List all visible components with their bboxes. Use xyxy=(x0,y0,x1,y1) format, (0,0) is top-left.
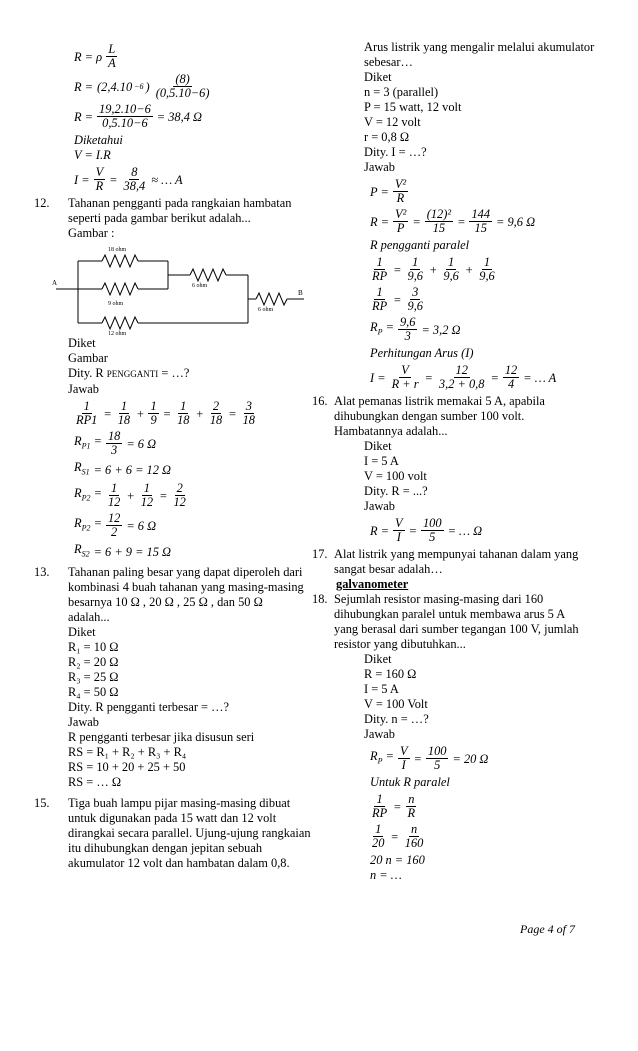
jawab-label: Jawab xyxy=(364,499,395,513)
denominator: R xyxy=(407,806,416,820)
denominator: 12 xyxy=(140,495,154,510)
section-label: Perhitungan Arus (I) xyxy=(370,346,474,360)
question-text: besarnya 10 Ω , 20 Ω , 25 Ω , dan 50 Ω xyxy=(68,594,263,609)
numerator: 3 xyxy=(412,285,419,299)
numerator: 3 xyxy=(245,399,252,413)
r2-c: ) xyxy=(145,79,150,94)
r2-exp: −6 xyxy=(134,81,144,91)
given-value: R₄ = 50 Ω xyxy=(68,684,119,699)
formula-rp2-result: $R_{P2}$ = $\frac{12}{2}$ = 6 Ω xyxy=(74,511,157,540)
result: = 6 Ω xyxy=(126,518,157,533)
denominator: 38,4 xyxy=(123,179,146,193)
denominator: 9,6 xyxy=(443,269,459,283)
numerator: 1 xyxy=(412,255,419,269)
question-text: sebesar… xyxy=(364,55,413,69)
dity-line: Dity. R pengganti terbesar = …? xyxy=(68,699,230,714)
denominator: 20 xyxy=(372,836,385,850)
section-label: R pengganti paralel xyxy=(370,238,470,252)
result: = 38,4 Ω xyxy=(156,109,202,124)
question-text: akumulator 12 volt dan hambatan dalam 0,8. xyxy=(68,855,290,870)
formula-rp-ohm: $R_P$ = $\frac{V}{I}$ = $\frac{100}{5}$ = 20 Ω xyxy=(370,744,489,772)
answer-line: RS = 10 + 20 + 25 + 50 xyxy=(68,759,186,774)
numerator: 1 xyxy=(376,255,383,269)
right-column xyxy=(312,40,620,883)
denominator: 12 xyxy=(173,495,186,510)
circuit-diagram xyxy=(42,241,312,336)
formula-power: P = $\frac{\text{V²}}{R}$ xyxy=(370,177,407,205)
denominator: 3 xyxy=(404,329,411,343)
dity-line xyxy=(34,366,316,382)
r3-label: 6 ohm xyxy=(192,283,208,289)
page-footer: Page 4 of 7 xyxy=(520,922,575,936)
denominator: 9 xyxy=(150,413,157,427)
formula-line: n = … xyxy=(370,868,402,882)
denominator: A xyxy=(108,56,116,70)
denominator: 9,6 xyxy=(407,269,424,283)
question-15 xyxy=(34,796,316,871)
question-text: Alat listrik yang mempunyai tahanan dalam yang xyxy=(334,547,579,561)
dity-text: Dity. R xyxy=(68,366,104,380)
question-text: Sejumlah resistor masing-masing dari 160 xyxy=(334,592,544,606)
question-text: dirangkai secara parallel. Ujung-ujung rangkaian xyxy=(68,825,311,840)
denominator: 9,6 xyxy=(407,299,424,313)
answer-line: RS = … Ω xyxy=(68,774,122,789)
formula-rp2: $R_{P2}$ = $\frac{1}{12}$ + $\frac{1}{12}$ = $\frac{2}{12}$ xyxy=(74,481,186,510)
numerator: (8) xyxy=(175,72,190,86)
given-value: V = 12 volt xyxy=(364,115,421,129)
formula-rp-sum: $\frac{1}{RP}$ = $\frac{3}{9,6}$ xyxy=(372,285,424,313)
numerator: 2 xyxy=(212,399,220,413)
r4-label: 12 ohm xyxy=(108,331,127,336)
gambar-label: Gambar xyxy=(68,351,108,365)
given-value: I = 5 A xyxy=(364,682,399,696)
dity-line: Dity. I = …? xyxy=(364,145,427,159)
question-text: seperti pada gambar berikut adalah... xyxy=(68,211,251,225)
section-label: Untuk R paralel xyxy=(370,775,450,789)
denominator: 5 xyxy=(429,530,436,544)
question-16 xyxy=(312,394,620,439)
numerator: n xyxy=(410,822,418,836)
question-17 xyxy=(312,547,620,592)
question-text: dihubungkan paralel untuk membawa arus 5 A xyxy=(334,607,566,621)
question-text: Gambar : xyxy=(68,226,115,240)
jawab-label: Jawab xyxy=(68,382,99,396)
formula-parallel-n: $\frac{1}{RP}$ = $\frac{n}{R}$ xyxy=(372,792,416,820)
answer-line: RS = R₁ + R₂ + R₃ + R₄ xyxy=(68,744,187,759)
given-value: P = 15 watt, 12 volt xyxy=(364,100,462,114)
answer-text: galvanometer xyxy=(336,577,409,591)
formula-current: I = $\frac{V}{R}$ = $\frac{8}{38,4}$ ≈ … A xyxy=(74,165,183,193)
denominator: R xyxy=(396,191,405,205)
numerator: 144 xyxy=(471,207,491,221)
numerator: V² xyxy=(394,177,407,191)
question-text: kombinasi 4 buah tahanan yang masing-masing xyxy=(68,579,304,594)
numerator: V xyxy=(399,744,408,758)
formula-parallel-values: $\frac{1}{20}$ = $\frac{n}{160}$ xyxy=(372,822,424,850)
diketahui-label: Diketahui xyxy=(74,133,123,147)
numerator: 19,2.10−6 xyxy=(99,102,151,116)
question-text: yang berasal dari sumber tegangan 100 V, jumlah xyxy=(334,622,579,636)
denominator: 15 xyxy=(474,221,487,235)
jawab-label: Jawab xyxy=(364,727,395,741)
numerator: 1 xyxy=(143,481,150,496)
r2-a: (2,4.10 xyxy=(97,79,133,94)
diket-label: Diket xyxy=(364,439,392,453)
dity-end: = …? xyxy=(161,366,190,380)
numerator: 1 xyxy=(448,255,455,269)
formula-rs1: $R_{S1}$ = 6 + 6 = 12 Ω xyxy=(74,460,171,477)
denominator: I xyxy=(396,530,401,544)
denominator: 18 xyxy=(177,413,190,427)
question-text: Tahanan paling besar yang dapat diperoleh dari xyxy=(68,564,303,579)
numerator: 9,6 xyxy=(399,315,416,329)
given-value: V = 100 Volt xyxy=(364,697,428,711)
question-number: 17. xyxy=(312,547,328,561)
numerator: 18 xyxy=(107,429,121,443)
denominator: 18 xyxy=(117,413,131,427)
denominator: I xyxy=(401,758,406,772)
denominator: 3 xyxy=(111,443,118,457)
formula-line: 20 n = 160 xyxy=(370,853,425,867)
numerator: 100 xyxy=(427,744,447,758)
numerator: 1 xyxy=(180,399,187,413)
denominator: P xyxy=(396,221,405,235)
left-column xyxy=(34,40,316,871)
r1-label: 18 ohm xyxy=(108,247,127,253)
result: = 20 Ω xyxy=(452,751,489,766)
formula-rp: $\frac{1}{RP}$ = $\frac{1}{9,6}$ + $\frac{1}{9,6}$ + $\frac{1}{9,6}$ xyxy=(372,255,495,283)
numerator: 100 xyxy=(422,516,442,530)
dity-subscript: PENGGANTI xyxy=(106,369,159,379)
numerator: 2 xyxy=(176,481,183,496)
given-value: R₃ = 25 Ω xyxy=(68,669,119,684)
diket-label: Diket xyxy=(364,652,392,666)
numerator: V xyxy=(395,516,403,530)
question-text: Tahanan pengganti pada rangkaian hambatan xyxy=(68,196,292,210)
denominator: 4 xyxy=(507,377,515,391)
denominator: R xyxy=(95,179,104,193)
result: = … A xyxy=(523,370,557,385)
numerator: 1 xyxy=(120,399,128,413)
question-12 xyxy=(34,196,316,241)
r5-label: 6 ohm xyxy=(258,307,274,313)
denominator: R + r xyxy=(391,377,419,391)
numerator: 12 xyxy=(504,363,518,377)
dity-line: Dity. R = ...? xyxy=(364,484,428,498)
question-text: resistor yang dibutuhkan... xyxy=(334,637,466,651)
given-value: R₁ = 10 Ω xyxy=(68,639,119,654)
result: = 9,6 Ω xyxy=(496,214,536,229)
formula-r-ohm: R = $\frac{V}{I}$ = $\frac{100}{5}$ = … Ω xyxy=(370,516,483,544)
formula-resistance: R = $\frac{\text{V²}}{P}$ = $\frac{\text{(12)²}}{15}$ = $\frac{144}{15}$ = 9,6 Ω xyxy=(370,207,536,235)
denominator: 12 xyxy=(107,495,121,510)
numerator: L xyxy=(108,42,116,56)
numerator: 1 xyxy=(376,792,383,806)
given-value: I = 5 A xyxy=(364,454,399,468)
denominator: 9,6 xyxy=(479,269,495,283)
question-text: sangat besar adalah… xyxy=(334,562,443,576)
r2-label: 9 ohm xyxy=(108,301,124,307)
answer-line: R pengganti terbesar jika disusun seri xyxy=(68,729,255,744)
formula-v-ir: V = I.R xyxy=(74,148,111,162)
question-text: Hambatannya adalah... xyxy=(334,424,448,438)
denominator: RP xyxy=(372,806,388,820)
formula-rs2: $R_{S2}$ = 6 + 9 = 15 Ω xyxy=(74,542,171,560)
result: = 3,2 Ω xyxy=(421,322,461,337)
jawab-label: Jawab xyxy=(364,160,395,174)
question-text: untuk digunakan pada 15 watt dan 12 volt xyxy=(68,810,277,825)
formula-rp1: $\frac{1}{RP1}$ = $\frac{1}{18}$ + $\frac{1}{9}$ = $\frac{1}{18}$ + $\frac{2}{18}$ = $\frac{3}{18}$ xyxy=(76,399,255,427)
diket-label: Diket xyxy=(68,336,96,350)
question-number: 12. xyxy=(34,196,50,210)
numerator: 12 xyxy=(455,363,468,377)
denominator: RP xyxy=(372,269,388,283)
denominator: 3,2 + 0,8 xyxy=(438,377,485,391)
denominator: RP1 xyxy=(76,413,98,427)
formula-current-total: I = $\frac{V}{R + r}$ = $\frac{12}{3,2 + 0,8}$ = $\frac{12}{4}$ = … A xyxy=(370,363,557,391)
numerator: V² xyxy=(395,207,407,221)
question-18 xyxy=(312,592,620,652)
formula-rp-result: $R_P$ = $\frac{9,6}{3}$ = 3,2 Ω xyxy=(370,315,461,343)
question-number: 15. xyxy=(34,795,50,810)
numerator: 1 xyxy=(150,399,157,413)
result: = … Ω xyxy=(447,523,483,538)
formula-rho: R = ρ $\frac{L}{A}$ xyxy=(74,42,116,70)
numerator: 1 xyxy=(83,399,90,413)
rs2-value: = 6 + 9 = 15 Ω xyxy=(93,545,171,560)
numerator: 12 xyxy=(107,511,121,526)
numerator: V xyxy=(401,363,409,377)
result: ≈ … A xyxy=(151,172,183,187)
numerator: 1 xyxy=(375,822,382,836)
numerator: n xyxy=(408,792,415,806)
dity-line: Dity. n = …? xyxy=(364,712,429,726)
question-text: Alat pemanas listrik memakai 5 A, apabila xyxy=(334,394,545,408)
result: = 6 Ω xyxy=(126,436,157,451)
diket-label: Diket xyxy=(364,70,392,84)
denominator: 15 xyxy=(432,221,446,235)
question-text: dihubungkan dengan sumber 100 volt. xyxy=(334,409,525,423)
numerator: (12)² xyxy=(426,207,452,221)
denominator: RP xyxy=(372,299,388,313)
denominator: 160 xyxy=(404,836,424,850)
formula-rp1-result: $R_{P1}$ = $\frac{18}{3}$ = 6 Ω xyxy=(74,429,157,457)
question-text: Tiga buah lampu pijar masing-masing dibuat xyxy=(68,795,291,810)
formula-r-result: R = $\frac{19,2.10-6}{0,5.10-6}$ = 38,4 Ω xyxy=(74,102,202,130)
question-number: 13. xyxy=(34,564,50,579)
diket-label: Diket xyxy=(68,624,96,639)
terminal-b: B xyxy=(298,289,303,297)
question-number: 16. xyxy=(312,394,328,408)
jawab-label: Jawab xyxy=(68,714,99,729)
numerator: 1 xyxy=(111,481,118,496)
formula-r-substitution: R = (2,4.10 −6 ) $\frac{(8)}{(0,5.10-6)}$ xyxy=(74,72,210,100)
given-value: n = 3 (parallel) xyxy=(364,85,439,99)
question-number: 18. xyxy=(312,592,328,606)
denominator: 2 xyxy=(111,525,118,540)
question-text: Arus listrik yang mengalir melalui akumulator xyxy=(364,40,595,54)
denominator: 18 xyxy=(242,413,255,427)
rs1-value: = 6 + 6 = 12 Ω xyxy=(93,462,171,477)
question-13 xyxy=(34,565,316,790)
given-value: R₂ = 20 Ω xyxy=(68,654,119,669)
question-text: itu dihubungkan dengan jepitan sebuah xyxy=(68,840,263,855)
question-text: adalah... xyxy=(68,609,110,624)
given-value: V = 100 volt xyxy=(364,469,427,483)
denominator: (0,5.10−6) xyxy=(155,86,210,100)
terminal-a: A xyxy=(52,279,58,287)
numerator: V xyxy=(95,165,104,179)
denominator: 5 xyxy=(434,758,441,772)
numerator: 8 xyxy=(131,165,138,179)
numerator: 1 xyxy=(483,255,491,269)
denominator: 0,5.10−6 xyxy=(102,116,148,130)
given-value: r = 0,8 Ω xyxy=(364,130,410,144)
given-value: R = 160 Ω xyxy=(364,667,417,681)
numerator: 1 xyxy=(376,285,383,299)
denominator: 18 xyxy=(209,413,223,427)
